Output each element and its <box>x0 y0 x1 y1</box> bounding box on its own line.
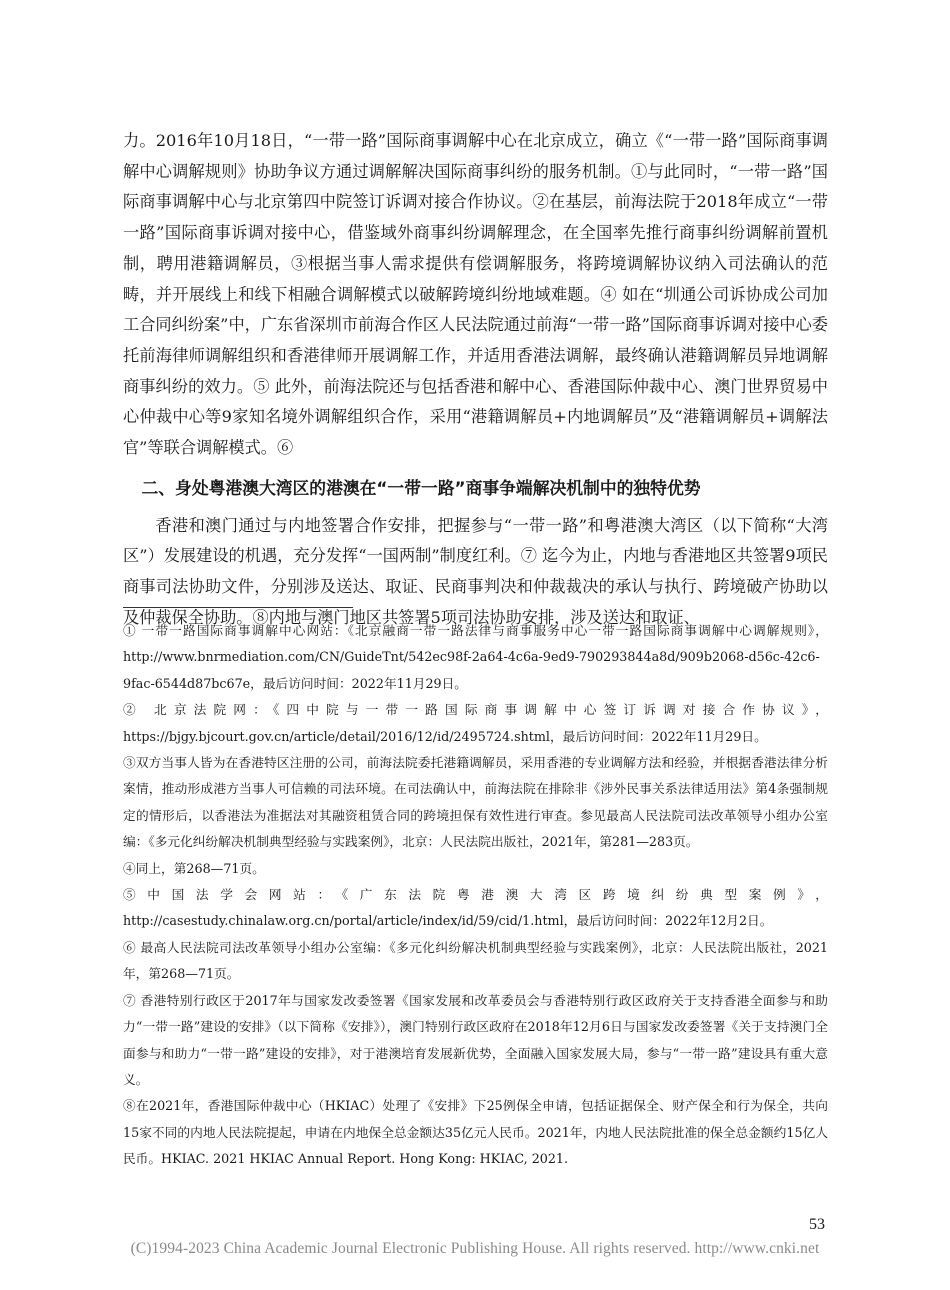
footnote-3: ③双方当事人皆为在香港特区注册的公司，前海法院委托港籍调解员，采用香港的专业调解方法和经验，并根据香港法律分析案情，推动形成港方当事人可信赖的司法环境。在司法确认中，前海法院在排除非《涉外民事关系法律适用法》第4条强制规定的情形后，以香港法为准据法对其融资租赁合同的跨境担保有效性进行审查。参见最高人民法院司法改革领导小组办公室编：《多元化纠纷解决机制典型经验与实践案例》，北京：人民法院出版社，2021年，第281—283页。 <box>123 755 828 850</box>
footnote-divider <box>123 607 353 608</box>
footnote-8: ⑧在2021年，香港国际仲裁中心（HKIAC）处理了《安排》下25例保全申请，包括证据保全、财产保全和行为保全，共向15家不同的内地人民法院提起，申请在内地保全总金额达35亿元人民币。2021年，内地人民法院批准的保全总金额约15亿人民币。HKIAC. 2021 HKIAC Annual Report. Hong Kong: HKIAC, 2021. <box>123 1098 828 1167</box>
paragraph-2: 香港和澳门通过与内地签署合作安排，把握参与“一带一路”和粤港澳大湾区（以下简称“大湾区”）发展建设的机遇，充分发挥“一国两制”制度红利。⑦ 迄今为止，内地与香港地区共签署9项民商事司法协助文件，分别涉及送达、取证、民商事判决和仲裁裁决的承认与执行、跨境破产协助以及仲裁保全协助。⑧内地与澳门地区共签署5项司法协助安排，涉及送达和取证、 <box>123 515 828 627</box>
footnotes <box>123 618 828 1173</box>
footnote-5: ⑤中国法学会网站：《广东法院粤港澳大湾区跨境纠纷典型案例》，http://casestudy.chinalaw.org.cn/portal/article/index/id/59/cid/1.html，最后访问时间：2022年12月2日。 <box>123 887 828 929</box>
footnote-7: ⑦ 香港特别行政区于2017年与国家发改委签署《国家发展和改革委员会与香港特别行政区政府关于支持香港全面参与和助力“一带一路”建设的安排》（以下简称《安排》），澳门特别行政区政府在2018年12月6日与国家发改委签署《关于支持澳门全面参与和助力“一带一路”建设的安排》，对于港澳培育发展新优势，全面融入国家发展大局，参与“一带一路”建设具有重大意义。 <box>123 992 828 1087</box>
main-text <box>123 126 828 634</box>
paragraph-1: 力。2016年10月18日，“一带一路”国际商事调解中心在北京成立，确立《“一带一路”国际商事调解中心调解规则》协助争议方通过调解解决国际商事纠纷的服务机制。①与此同时，“一带一路”国际商事调解中心与北京第四中院签订诉调对接合作协议。②在基层，前海法院于2018年成立“一带一路”国际商事诉调对接中心，借鉴域外商事纠纷调解理念，在全国率先推行商事纠纷调解前置机制，聘用港籍调解员，③根据当事人需求提供有偿调解服务，将跨境调解协议纳入司法确认的范畴，并开展线上和线下相融合调解模式以破解跨境纠纷地域难题。④ 如在“圳通公司诉协成公司加工合同纠纷案”中，广东省深圳市前海合作区人民法院通过前海“一带一路”国际商事诉调对接中心委托前海律师调解组织和香港律师开展调解工作，并适用香港法调解，最终确认港籍调解员异地调解商事纠纷的效力。⑤ 此外，前海法院还与包括香港和解中心、香港国际仲裁中心、澳门世界贸易中心仲裁中心等9家知名境外调解组织合作，采用“港籍调解员+内地调解员”及“港籍调解员+调解法官”等联合调解模式。⑥ <box>123 131 828 458</box>
footnote-6: ⑥ 最高人民法院司法改革领导小组办公室编：《多元化纠纷解决机制典型经验与实践案例》，北京：人民法院出版社，2021年，第268—71页。 <box>123 939 828 982</box>
copyright-footer: (C)1994-2023 China Academic Journal Electronic Publishing House. All rights reserved. http://www.cnki.net <box>130 1240 820 1257</box>
page-number: 53 <box>809 1216 825 1233</box>
footnote-2: ② 北京法院网：《四中院与一带一路国际商事调解中心签订诉调对接合作协议》，https://bjgy.bjcourt.gov.cn/article/detail/2016/12/id/2495724.shtml，最后访问时间：2022年11月29日。 <box>123 702 828 744</box>
footnote-1: ① 一带一路国际商事调解中心网站：《北京融商一带一路法律与商事服务中心一带一路国际商事调解中心调解规则》，http://www.bnrmediation.com/CN/GuideTnt/542ec98f-2a64-4c6a-9ed9-790293844a8d/909b2068-d56c-42c6-9fac-6544d87bc67e，最后访问时间：2022年11月29日。 <box>123 623 828 691</box>
section-heading: 二、身处粤港澳大湾区的港澳在“一带一路”商事争端解决机制中的独特优势 <box>141 477 701 498</box>
footnote-4: ④同上，第268—71页。 <box>123 860 265 876</box>
